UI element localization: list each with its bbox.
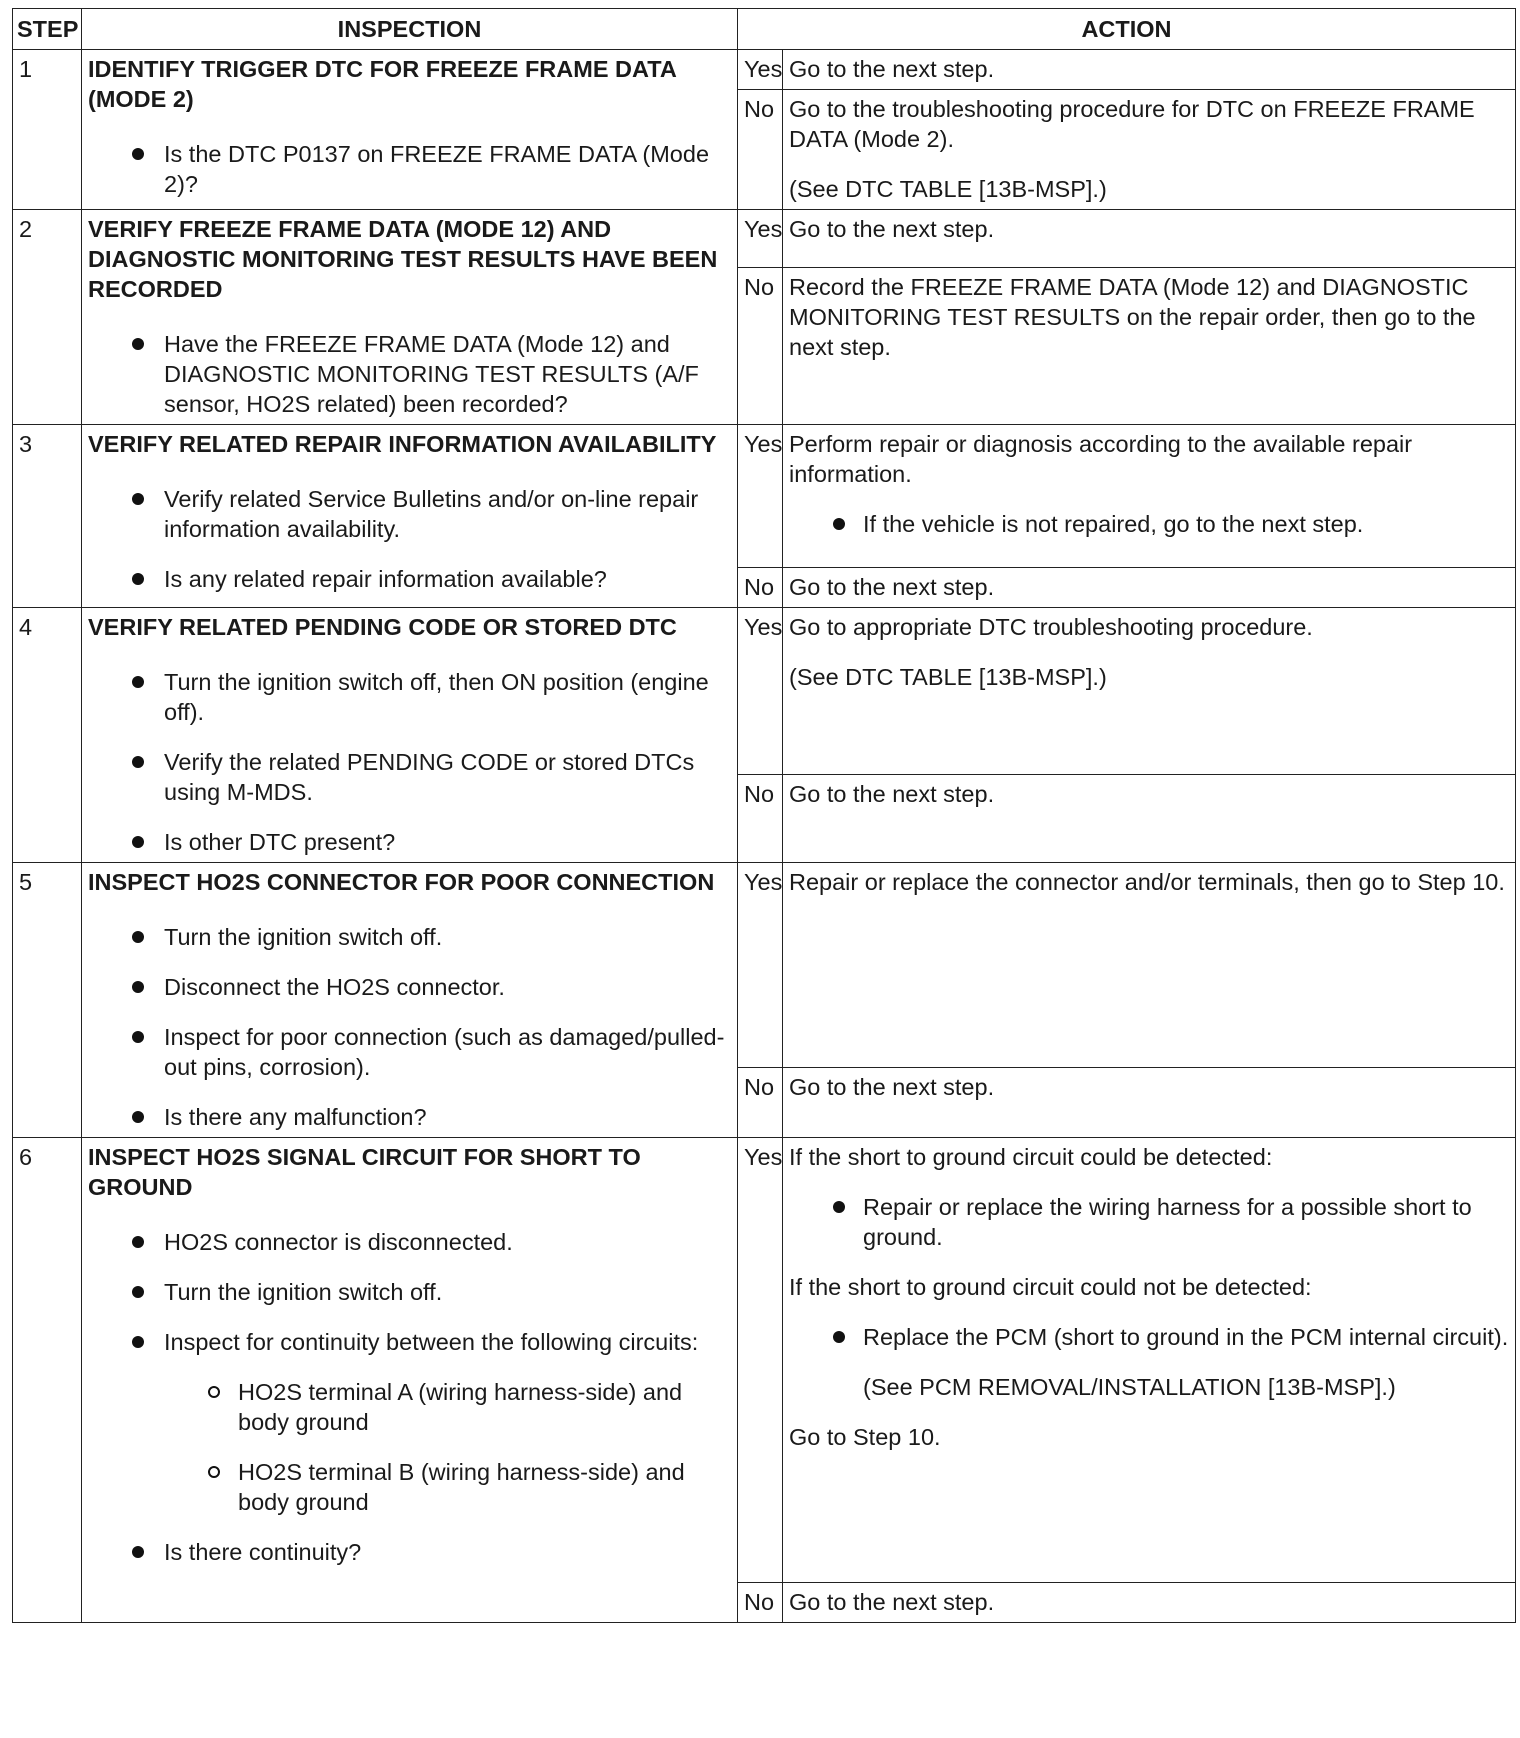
step-inspection xyxy=(82,1138,738,1623)
yes-action xyxy=(783,50,1516,90)
step-inspection xyxy=(82,50,738,210)
inspection-subitem: HO2S terminal B (wiring harness-side) and body ground xyxy=(88,1457,732,1517)
yes-action xyxy=(783,863,1516,1068)
step-inspection xyxy=(82,210,738,425)
step-title: VERIFY RELATED PENDING CODE OR STORED DTC xyxy=(88,614,677,640)
yes-label: Yes xyxy=(738,210,783,268)
step-number: 2 xyxy=(13,210,82,425)
no-action xyxy=(783,775,1516,863)
inspection-item: Is there any malfunction? xyxy=(88,1102,732,1132)
step-1-yes-row xyxy=(13,50,1516,90)
inspection-subitem: HO2S terminal A (wiring harness-side) and body ground xyxy=(88,1377,732,1437)
no-action xyxy=(783,1583,1516,1623)
no-action xyxy=(783,90,1516,210)
action-text: Repair or replace the connector and/or terminals, then go to Step 10. xyxy=(789,869,1505,895)
inspection-item: Inspect for poor connection (such as damaged/pulled-out pins, corrosion). xyxy=(88,1022,732,1082)
step-title: INSPECT HO2S SIGNAL CIRCUIT FOR SHORT TO GROUND xyxy=(88,1144,641,1200)
no-label: No xyxy=(738,775,783,863)
diagnostic-procedure xyxy=(12,8,1516,1623)
no-label: No xyxy=(738,1583,783,1623)
yes-label: Yes xyxy=(738,1138,783,1583)
step-column-header: STEP xyxy=(13,9,82,50)
inspection-item: HO2S connector is disconnected. xyxy=(88,1227,732,1257)
action-bullet: If the vehicle is not repaired, go to the next step. xyxy=(789,509,1510,539)
action-text: Go to Step 10. xyxy=(789,1424,941,1450)
step-6-yes-row xyxy=(13,1138,1516,1583)
yes-action xyxy=(783,608,1516,775)
step-inspection xyxy=(82,608,738,863)
yes-action xyxy=(783,1138,1516,1583)
inspection-item: Inspect for continuity between the following circuits: xyxy=(88,1327,732,1357)
yes-action xyxy=(783,210,1516,268)
step-title: INSPECT HO2S CONNECTOR FOR POOR CONNECTION xyxy=(88,869,715,895)
inspection-item: Is any related repair information available? xyxy=(88,564,732,594)
action-text: Record the FREEZE FRAME DATA (Mode 12) and DIAGNOSTIC MONITORING TEST RESULTS on the repair order, then go to the next step. xyxy=(789,274,1476,360)
step-inspection xyxy=(82,863,738,1138)
action-text: Go to the next step. xyxy=(789,1589,995,1615)
step-number: 1 xyxy=(13,50,82,210)
yes-label: Yes xyxy=(738,863,783,1068)
inspection-item: Disconnect the HO2S connector. xyxy=(88,972,732,1002)
inspection-column-header: INSPECTION xyxy=(82,9,738,50)
no-label: No xyxy=(738,1068,783,1138)
action-text: Go to the next step. xyxy=(789,781,995,807)
step-2-yes-row xyxy=(13,210,1516,268)
action-text: If the short to ground circuit could be detected: xyxy=(789,1144,1273,1170)
action-text: Go to the next step. xyxy=(789,56,995,82)
action-bullet: Repair or replace the wiring harness for a possible short to ground. xyxy=(789,1192,1510,1252)
inspection-item: Is other DTC present? xyxy=(88,827,732,857)
step-title: VERIFY RELATED REPAIR INFORMATION AVAILABILITY xyxy=(88,431,717,457)
inspection-item: Is the DTC P0137 on FREEZE FRAME DATA (Mode 2)? xyxy=(88,139,732,199)
header-row xyxy=(13,9,1516,50)
action-reference: (See PCM REMOVAL/INSTALLATION [13B-MSP].) xyxy=(863,1374,1396,1400)
step-number: 6 xyxy=(13,1138,82,1623)
action-text: If the short to ground circuit could not be detected: xyxy=(789,1274,1312,1300)
action-text: Perform repair or diagnosis according to the available repair information. xyxy=(789,431,1413,487)
step-number: 4 xyxy=(13,608,82,863)
inspection-item: Turn the ignition switch off. xyxy=(88,1277,732,1307)
action-text: Go to appropriate DTC troubleshooting procedure. xyxy=(789,614,1313,640)
inspection-item: Turn the ignition switch off. xyxy=(88,922,732,952)
action-reference: (See DTC TABLE [13B-MSP].) xyxy=(789,664,1107,690)
action-text: Go to the next step. xyxy=(789,216,995,242)
no-action xyxy=(783,568,1516,608)
inspection-item: Verify the related PENDING CODE or stored DTCs using M-MDS. xyxy=(88,747,732,807)
action-text: Go to the troubleshooting procedure for DTC on FREEZE FRAME DATA (Mode 2). xyxy=(789,96,1475,152)
step-3-yes-row xyxy=(13,425,1516,568)
yes-label: Yes xyxy=(738,608,783,775)
no-label: No xyxy=(738,90,783,210)
no-label: No xyxy=(738,268,783,425)
no-label: No xyxy=(738,568,783,608)
action-column-header: ACTION xyxy=(738,9,1516,50)
step-number: 5 xyxy=(13,863,82,1138)
inspection-item: Have the FREEZE FRAME DATA (Mode 12) and DIAGNOSTIC MONITORING TEST RESULTS (A/F sensor, HO2S related) been recorded? xyxy=(88,329,732,419)
step-4-yes-row xyxy=(13,608,1516,775)
step-5-yes-row xyxy=(13,863,1516,1068)
inspection-item: Turn the ignition switch off, then ON position (engine off). xyxy=(88,667,732,727)
inspection-item: Is there continuity? xyxy=(88,1537,732,1567)
no-action xyxy=(783,1068,1516,1138)
step-title: VERIFY FREEZE FRAME DATA (MODE 12) AND DIAGNOSTIC MONITORING TEST RESULTS HAVE BEEN RECORDED xyxy=(88,216,718,302)
yes-action xyxy=(783,425,1516,568)
action-text: Go to the next step. xyxy=(789,1074,995,1100)
inspection-item: Verify related Service Bulletins and/or on-line repair information availability. xyxy=(88,484,732,544)
diagnostic-table xyxy=(12,8,1516,1623)
yes-label: Yes xyxy=(738,425,783,568)
step-number: 3 xyxy=(13,425,82,608)
action-bullet: Replace the PCM (short to ground in the PCM internal circuit). xyxy=(789,1322,1510,1352)
action-text: Go to the next step. xyxy=(789,574,995,600)
yes-label: Yes xyxy=(738,50,783,90)
action-reference: (See DTC TABLE [13B-MSP].) xyxy=(789,176,1107,202)
no-action xyxy=(783,268,1516,425)
step-inspection xyxy=(82,425,738,608)
step-title: IDENTIFY TRIGGER DTC FOR FREEZE FRAME DATA (MODE 2) xyxy=(88,56,676,112)
